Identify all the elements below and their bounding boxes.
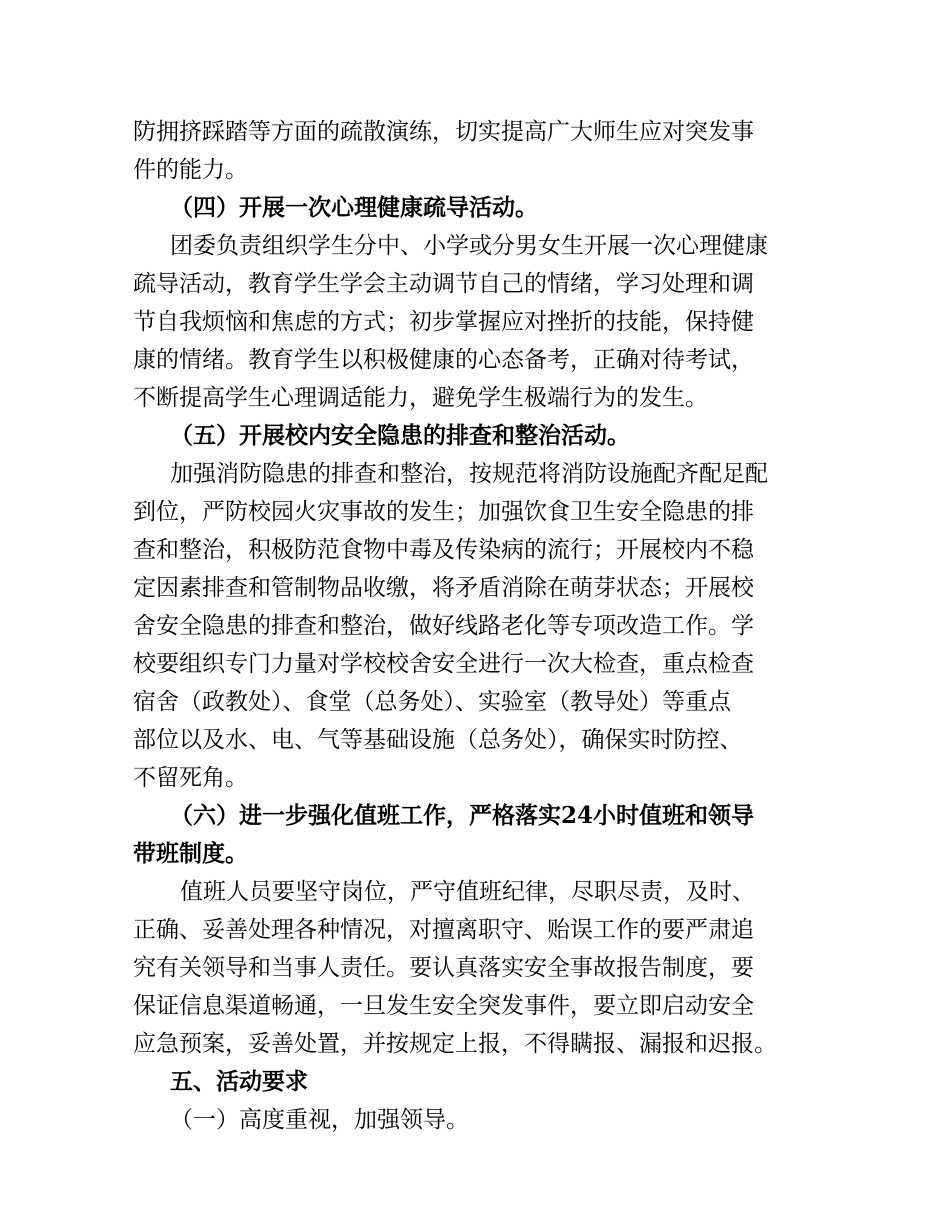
paragraph-line: 应急预案，妥善处置，并按规定上报，不得瞒报、漏报和迟报。 — [133, 1031, 777, 1057]
paragraph-line: 加强消防隐患的排查和整治，按规范将消防设施配齐配足配 — [170, 461, 768, 487]
paragraph-line: 疏导活动，教育学生学会主动调节自己的情绪，学习处理和调 — [133, 271, 754, 297]
section-subheading: （五）开展校内安全隐患的排查和整治活动。 — [170, 422, 630, 449]
paragraph-line: 不留死角。 — [133, 765, 248, 791]
paragraph-line: 节自我烦恼和焦虑的方式；初步掌握应对挫折的技能，保持健 — [133, 309, 754, 335]
paragraph-line: 防拥挤踩踏等方面的疏散演练，切实提高广大师生应对突发事 — [133, 119, 754, 145]
paragraph-line: 正确、妥善处理各种情况，对擅离职守、贻误工作的要严肃追 — [133, 917, 754, 943]
paragraph-line: 件的能力。 — [133, 157, 248, 183]
paragraph-line: 宿舍（政教处）、食堂（总务处）、实验室（教导处）等重点 — [133, 689, 731, 715]
paragraph-line: 舍安全隐患的排查和整治，做好线路老化等专项改造工作。学 — [133, 613, 754, 639]
paragraph-line: 部位以及水、电、气等基础设施（总务处），确保实时防控、 — [133, 727, 743, 753]
section-subheading: （六）进一步强化值班工作，严格落实24小时值班和领导 — [170, 802, 755, 829]
paragraph-line: 到位，严防校园火灾事故的发生；加强饮食卫生安全隐患的排 — [133, 499, 754, 525]
section-subheading: （四）开展一次心理健康疏导活动。 — [170, 194, 538, 221]
section-subheading: （一）高度重视，加强领导。 — [170, 1107, 469, 1133]
paragraph-line: 查和整治，积极防范食物中毒及传染病的流行；开展校内不稳 — [133, 537, 754, 563]
section-heading: 五、活动要求 — [170, 1069, 308, 1095]
section-subheading-continued: 带班制度。 — [133, 840, 248, 867]
paragraph-line: 究有关领导和当事人责任。要认真落实安全事故报告制度，要 — [133, 955, 754, 981]
paragraph-line: 不断提高学生心理调适能力，避免学生极端行为的发生。 — [133, 385, 708, 411]
paragraph-line: 校要组织专门力量对学校校舍安全进行一次大检查，重点检查 — [133, 651, 754, 677]
paragraph-line: 团委负责组织学生分中、小学或分男女生开展一次心理健康 — [170, 233, 768, 259]
paragraph-line: 康的情绪。教育学生以积极健康的心态备考，正确对待考试， — [133, 347, 754, 373]
paragraph-line: 保证信息渠道畅通，一旦发生安全突发事件，要立即启动安全 — [133, 993, 754, 1019]
paragraph-line: 值班人员要坚守岗位，严守值班纪律，尽职尽责，及时、 — [180, 879, 755, 905]
paragraph-line: 定因素排查和管制物品收缴，将矛盾消除在萌芽状态；开展校 — [133, 575, 754, 601]
